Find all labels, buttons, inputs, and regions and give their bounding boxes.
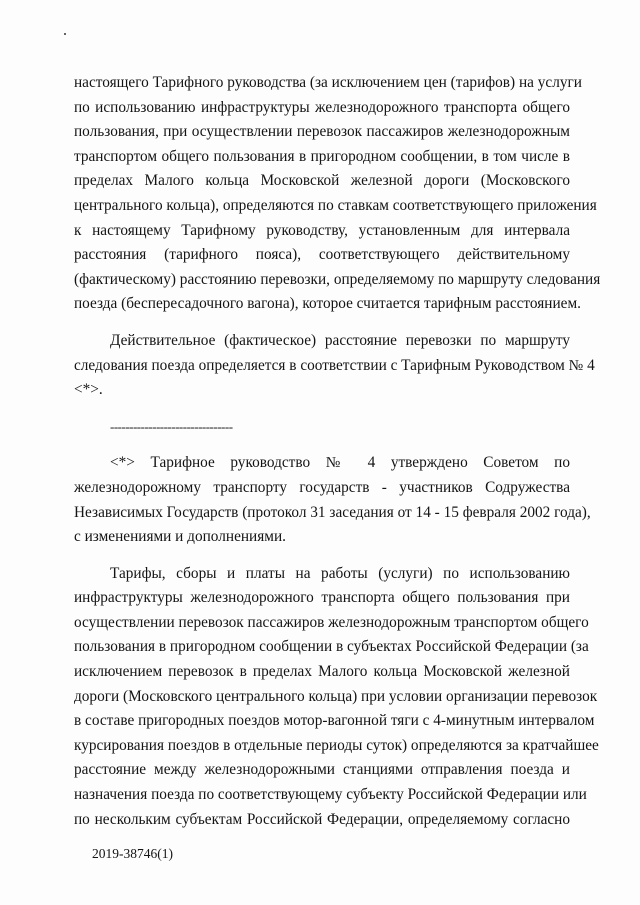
paragraph-suburban-tariffs (74, 562, 599, 833)
paragraph-actual-distance (74, 329, 595, 403)
paragraph-tariff-distance (74, 71, 601, 317)
text-line: (фактическому) расстоянию перевозки, определяемому по маршруту следования (74, 270, 601, 288)
text-line: <*>. (74, 381, 103, 399)
text-line: дороги (Московского центрального кольца) при условии организации перевозок (74, 687, 598, 705)
text-line: Действительное (фактическое) расстояние перевозки по маршруту (110, 331, 570, 349)
scan-speck (64, 33, 66, 35)
document-code: 2019-38746(1) (92, 846, 173, 861)
text-line: Независимых Государств (протокол 31 заседания от 14 - 15 февраля 2002 года), (74, 503, 591, 521)
text-line: расстояние между железнодорожными станциями отправления поезда и (74, 761, 570, 779)
text-line: инфраструктуры железнодорожного транспорта общего пользования при (74, 589, 570, 607)
text-line: Тарифы, сборы и платы на работы (услуги) по использованию (110, 564, 570, 582)
text-line: осуществлении перевозок пассажиров железнодорожным транспортом общего (74, 613, 589, 631)
text-line: пользования, при осуществлении перевозок пассажиров железнодорожным (74, 123, 570, 141)
text-line: по нескольким субъектам Российской Федерации, определяемому согласно (74, 810, 570, 828)
footnote (74, 451, 591, 549)
text-line: транспортом общего пользования в пригородном сообщении, в том числе в (74, 147, 570, 165)
text-line: с изменениями и дополнениями. (74, 528, 286, 546)
text-line: <*> Тарифное руководство № 4 утверждено Советом по (110, 454, 570, 472)
document-body (74, 71, 601, 832)
text-line: назначения поезда по соответствующему субъекту Российской Федерации или (74, 786, 587, 804)
text-line: центрального кольца), определяются по ставкам соответствующего приложения (74, 196, 597, 214)
text-line: настоящего Тарифного руководства (за исключением цен (тарифов) на услуги (74, 74, 582, 91)
text-line: поезда (беспересадочного вагона), которое считается тарифным расстоянием. (74, 295, 581, 313)
text-line: исключением перевозок в пределах Малого кольца Московской железной (74, 663, 570, 681)
text-line: курсирования поездов в отдельные периоды суток) определяются за кратчайшее (74, 736, 599, 754)
text-line: расстояния (тарифного пояса), соответствующего действительному (74, 246, 570, 264)
text-line: пользования в пригородном сообщении в субъектах Российской Федерации (за (74, 638, 589, 656)
text-line: железнодорожному транспорту государств - участников Содружества (74, 478, 570, 496)
text-line: к настоящему Тарифному руководству, установленным для интервала (74, 221, 570, 239)
text-line: по использованию инфраструктуры железнодорожного транспорта общего (74, 98, 570, 116)
text-line: пределах Малого кольца Московской железной дороги (Московского (74, 172, 570, 190)
text-line: следования поезда определяется в соответствии с Тарифным Руководством № 4 (74, 356, 595, 374)
footnote-separator: -------------------------------- (110, 418, 233, 434)
text-line: в составе пригородных поездов мотор-вагонной тяги с 4-минутным интервалом (74, 712, 595, 730)
